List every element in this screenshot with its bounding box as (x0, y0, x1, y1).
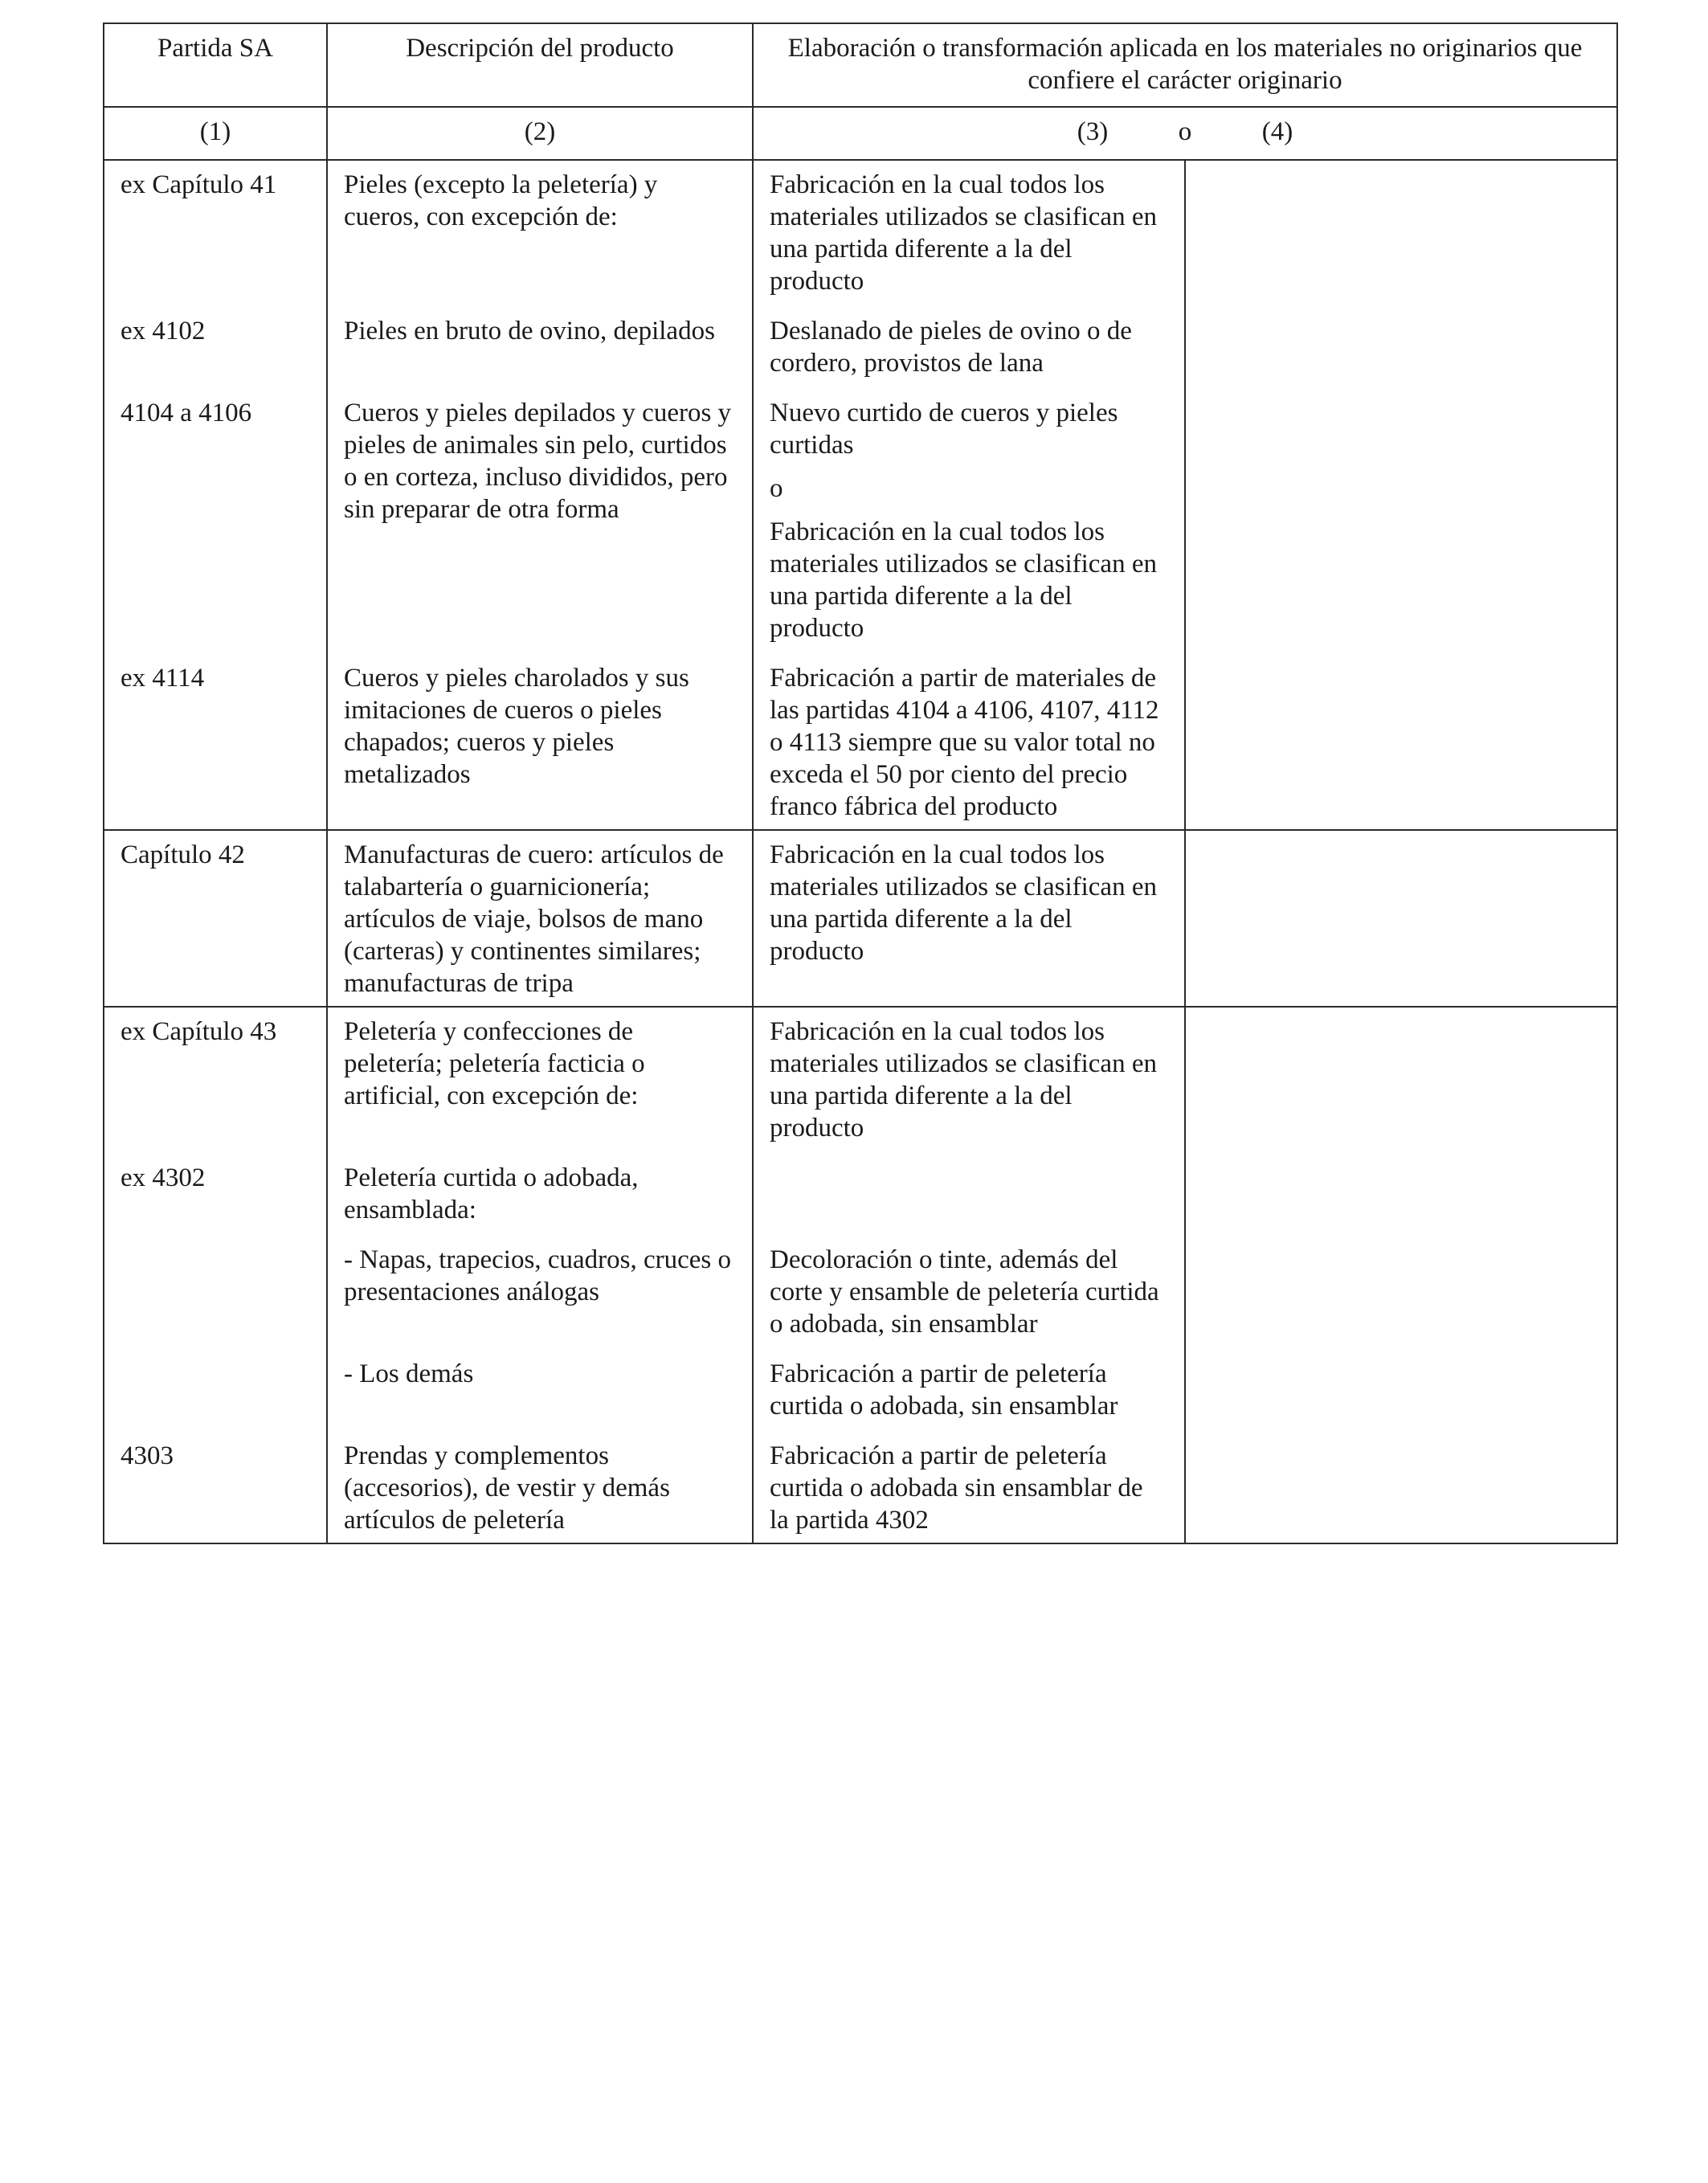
column-number-2: (2) (327, 107, 753, 160)
column-4-text (1202, 662, 1600, 823)
partida-text: Capítulo 42 (121, 840, 245, 869)
column-number-row (104, 107, 1617, 160)
partida-text (121, 1358, 310, 1422)
elaboracion-block (770, 397, 1168, 644)
cell-descripcion (327, 160, 753, 830)
partida-text: ex Capítulo 41 (121, 170, 277, 199)
column-number-1: (1) (104, 107, 327, 160)
header-elaboracion: Elaboración o transformación aplicada en los materiales no originarios que confiere el carácter originario (753, 23, 1617, 107)
descripcion-text: Cueros y pieles depilados y cueros y pieles de animales sin pelo, curtidos o en corteza, incluso divididos, pero sin preparar de otra forma (344, 399, 732, 524)
elaboracion-block (770, 1440, 1168, 1536)
elaboracion-block (770, 169, 1168, 297)
partida-text: 4303 (121, 1441, 174, 1470)
column-4-text (1202, 1440, 1600, 1536)
partida-text (121, 1244, 310, 1340)
cell-elaboracion (753, 160, 1185, 830)
descripcion-text: Manufacturas de cuero: artículos de talabartería o guarnicionería; artículos de viaje, bolsos de mano (carteras) y continentes similares; manufacturas de tripa (344, 840, 724, 998)
elaboracion-block (770, 662, 1168, 823)
elaboracion-text: Fabricación a partir de peletería curtida o adobada, sin ensamblar (770, 1359, 1118, 1421)
elaboracion-text: Fabricación a partir de materiales de las partidas 4104 a 4106, 4107, 4112 o 4113 siempre que su valor total no exceda el 50 por ciento del precio franco fábrica del producto (770, 664, 1159, 821)
elaboracion-text: o (770, 474, 783, 503)
descripcion-text: Prendas y complementos (accesorios), de vestir y demás artículos de peletería (344, 1441, 670, 1535)
cell-col4 (1185, 160, 1617, 830)
cell-partida (104, 1007, 327, 1543)
descripcion-text: Peletería curtida o adobada, ensamblada: (344, 1163, 639, 1224)
elaboracion-text (770, 1162, 1168, 1194)
table-body (104, 160, 1617, 1543)
elaboracion-text: Nuevo curtido de cueros y pieles curtidas (770, 399, 1118, 460)
column-4-text (1202, 397, 1600, 644)
partida-text: ex Capítulo 43 (121, 1017, 277, 1046)
cell-partida (104, 160, 327, 830)
elaboracion-block (770, 1358, 1168, 1422)
column-4-text (1202, 1162, 1600, 1226)
partida-text: ex 4102 (121, 317, 206, 345)
column-number-3: (3) (1077, 117, 1109, 146)
column-number-3-4 (753, 107, 1617, 160)
rules-of-origin-table (103, 22, 1618, 1544)
cell-descripcion (327, 830, 753, 1007)
descripcion-text: Pieles (excepto la peletería) y cueros, con excepción de: (344, 170, 658, 231)
partida-text: 4104 a 4106 (121, 399, 252, 427)
header-descripcion: Descripción del producto (327, 23, 753, 107)
header-row (104, 23, 1617, 107)
elaboracion-block (770, 1244, 1168, 1340)
elaboracion-text: Fabricación en la cual todos los materiales utilizados se clasifican en una partida diferente a la del producto (770, 1017, 1157, 1143)
column-4-text (1202, 1244, 1600, 1340)
cell-elaboracion (753, 830, 1185, 1007)
cell-col4 (1185, 1007, 1617, 1543)
column-or-label: o (1178, 117, 1192, 146)
elaboracion-block (770, 839, 1168, 1000)
elaboracion-text: Deslanado de pieles de ovino o de cordero, provistos de lana (770, 317, 1132, 378)
column-4-text (1202, 1016, 1600, 1144)
column-4-text (1202, 315, 1600, 379)
partida-text: ex 4114 (121, 664, 205, 693)
descripcion-text: Cueros y pieles charolados y sus imitaciones de cueros o pieles chapados; cueros y pieles metalizados (344, 664, 689, 789)
column-4-text (1202, 839, 1600, 1000)
elaboracion-block (770, 1016, 1168, 1144)
descripcion-text: Pieles en bruto de ovino, depilados (344, 317, 715, 345)
cell-descripcion (327, 1007, 753, 1543)
partida-text: ex 4302 (121, 1163, 206, 1192)
table-row (104, 160, 1617, 830)
column-number-4: (4) (1261, 117, 1293, 146)
descripcion-text: Peletería y confecciones de peletería; peletería facticia o artificial, con excepción de: (344, 1017, 645, 1110)
cell-col4 (1185, 830, 1617, 1007)
elaboracion-text: Fabricación en la cual todos los materiales utilizados se clasifican en una partida diferente a la del producto (770, 840, 1157, 966)
table-row (104, 830, 1617, 1007)
elaboracion-text: Fabricación en la cual todos los materiales utilizados se clasifican en una partida diferente a la del producto (770, 170, 1157, 296)
descripcion-text: - Napas, trapecios, cuadros, cruces o presentaciones análogas (344, 1245, 731, 1306)
descripcion-text: - Los demás (344, 1359, 474, 1388)
elaboracion-block (770, 1162, 1168, 1226)
elaboracion-text: Fabricación a partir de peletería curtida o adobada sin ensamblar de la partida 4302 (770, 1441, 1143, 1535)
header-partida-sa: Partida SA (104, 23, 327, 107)
elaboracion-text: Decoloración o tinte, además del corte y ensamble de peletería curtida o adobada, sin ensamblar (770, 1245, 1159, 1339)
elaboracion-text: Fabricación en la cual todos los materiales utilizados se clasifican en una partida diferente a la del producto (770, 517, 1157, 643)
table-row (104, 1007, 1617, 1543)
column-4-text (1202, 1358, 1600, 1422)
cell-elaboracion (753, 1007, 1185, 1543)
cell-partida (104, 830, 327, 1007)
elaboracion-block (770, 315, 1168, 379)
column-4-text (1202, 169, 1600, 297)
